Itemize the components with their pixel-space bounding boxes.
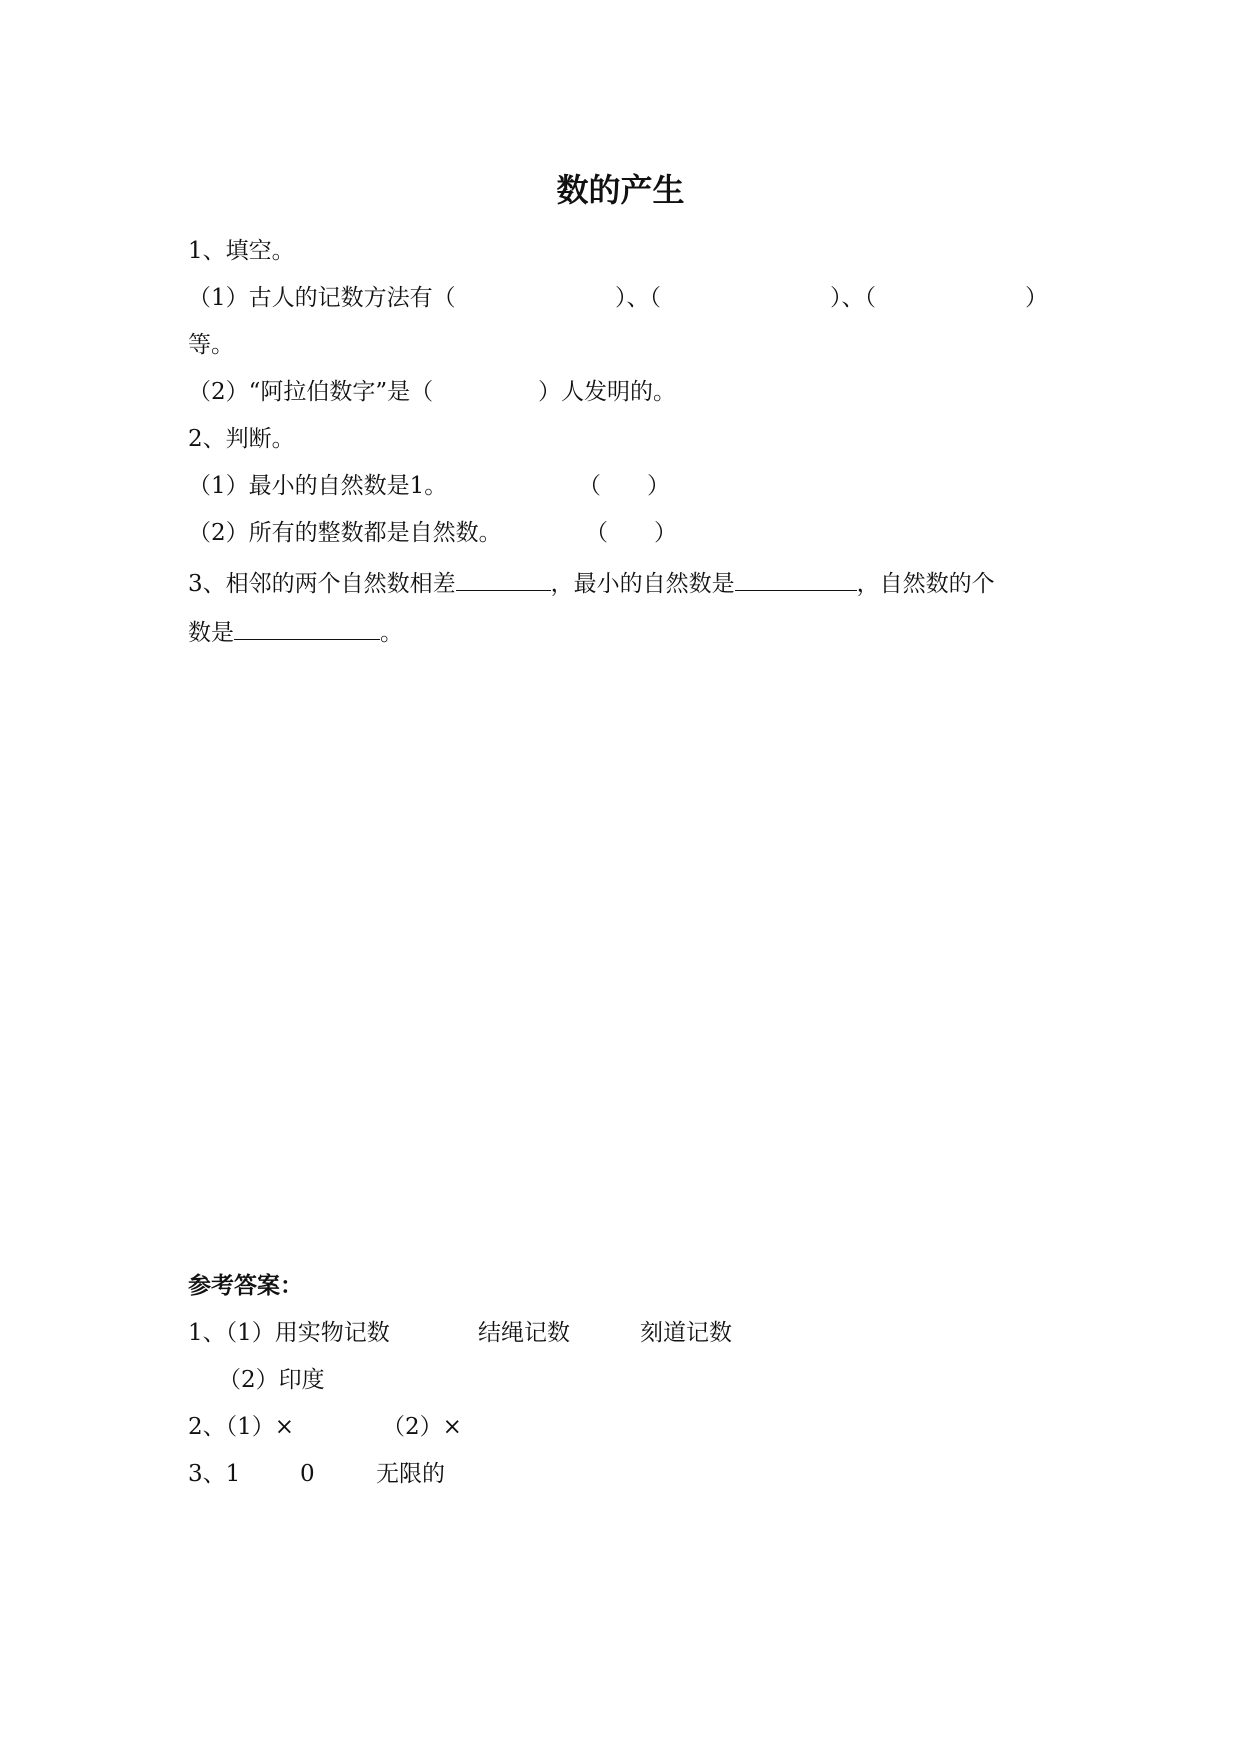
answer-1-1: 1、（1）用实物记数 bbox=[188, 1320, 390, 1346]
q1-item1-sep2: ）、（ bbox=[830, 285, 876, 311]
answer-3-3: 无限的 bbox=[376, 1461, 445, 1487]
q3-line1 bbox=[188, 566, 995, 599]
answer-3-1: 3、1 bbox=[188, 1461, 241, 1487]
q2-item2-paren: （ ） bbox=[585, 520, 677, 546]
q2-item2-text: （2）所有的整数都是自然数。 bbox=[188, 520, 502, 546]
answer-1-3: 刻道记数 bbox=[640, 1320, 732, 1346]
q1-item1-close: ） bbox=[1025, 285, 1048, 311]
q3-part2: ，最小的自然数是 bbox=[550, 571, 735, 597]
q2-item1-paren: （ ） bbox=[578, 473, 670, 499]
q1-heading: 1、填空。 bbox=[188, 238, 295, 264]
q1-item1-label: （1）古人的记数方法有（ bbox=[188, 285, 456, 311]
q1-item2-close: ）人发明的。 bbox=[538, 379, 676, 405]
answers-heading: 参考答案： bbox=[188, 1273, 303, 1299]
q3-line2-start: 数是 bbox=[188, 620, 234, 646]
q3-line2 bbox=[188, 615, 403, 648]
q3-part3: ，自然数的个 bbox=[856, 571, 995, 597]
q2-heading: 2、判断。 bbox=[188, 426, 295, 452]
q1-item2-label: （2）“阿拉伯数字”是（ bbox=[188, 379, 434, 405]
answer-1-2: 结绳记数 bbox=[478, 1320, 570, 1346]
q3-blank3[interactable] bbox=[234, 615, 380, 640]
q3-blank1[interactable] bbox=[456, 566, 551, 591]
q1-item1-continuation: 等。 bbox=[188, 332, 234, 358]
answer-3-2: 0 bbox=[300, 1461, 315, 1487]
q3-blank2[interactable] bbox=[735, 566, 857, 591]
q3-line2-end: 。 bbox=[380, 620, 403, 646]
q3-part1: 3、相邻的两个自然数相差 bbox=[188, 571, 456, 597]
page-title: 数的产生 bbox=[556, 171, 685, 209]
answer-2-2: （2）× bbox=[382, 1414, 462, 1440]
answer-1-part2: （2）印度 bbox=[218, 1367, 325, 1393]
q2-item1-text: （1）最小的自然数是1。 bbox=[188, 473, 448, 499]
q1-item1-sep1: ）、（ bbox=[615, 285, 661, 311]
answer-2-1: 2、（1）× bbox=[188, 1414, 295, 1440]
